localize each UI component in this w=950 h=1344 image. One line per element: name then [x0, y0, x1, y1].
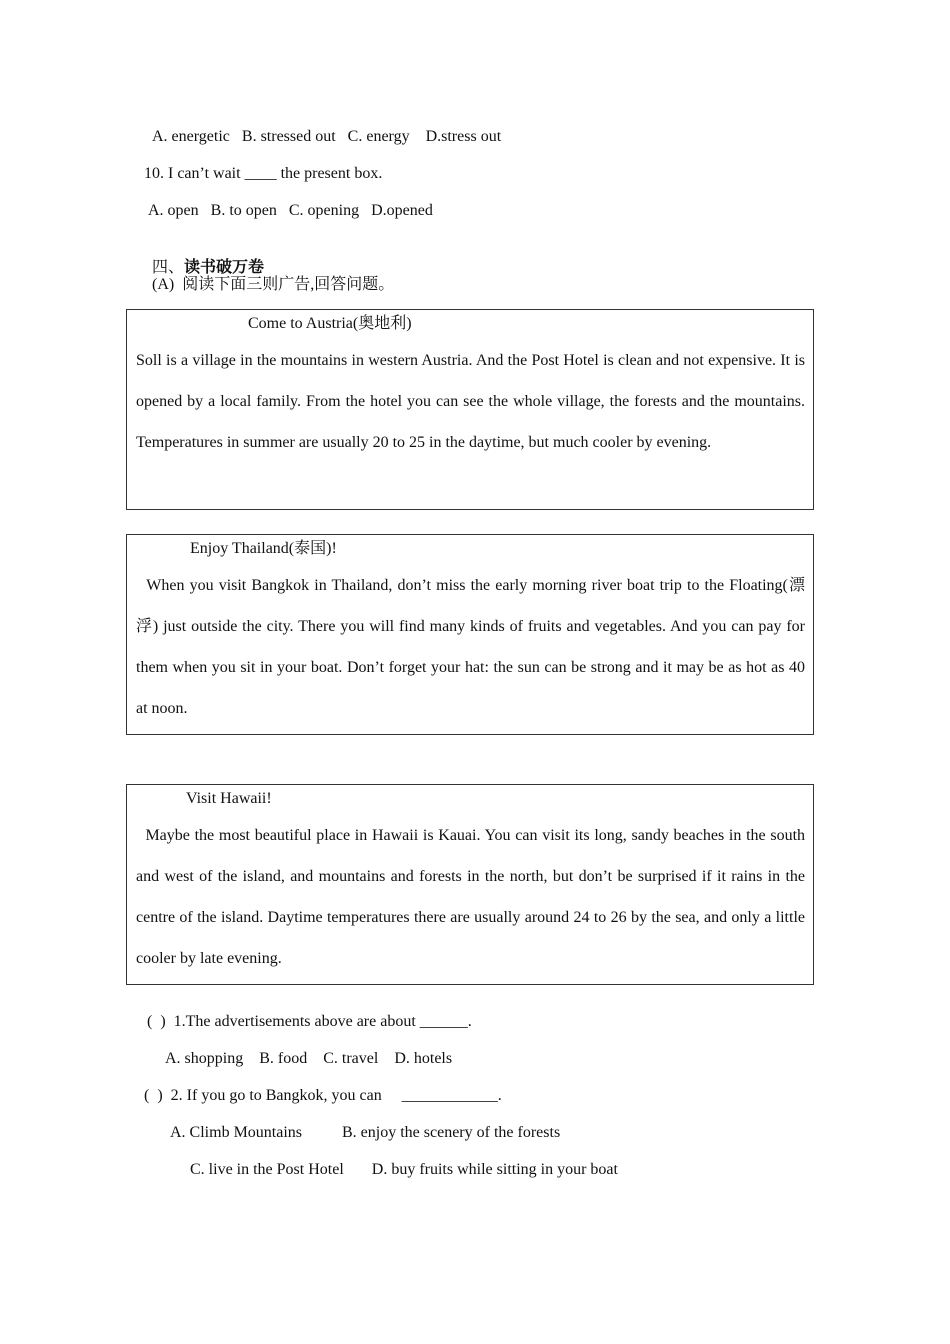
- question-2-stem: ( ) 2. If you go to Bangkok, you can ____________.: [144, 1087, 502, 1104]
- ad-box-thailand: [126, 534, 814, 735]
- ad-box-hawaii: [126, 784, 814, 985]
- question-2-options-line1: A. Climb Mountains B. enjoy the scenery of the forests: [170, 1124, 561, 1141]
- section-title: 读书破万卷: [184, 259, 265, 276]
- ad-title: Come to Austria(奥地利): [248, 315, 412, 332]
- ad-body: When you visit Bangkok in Thailand, don’t miss the early morning river boat trip to the Floating(漂浮) just outside the city. There you will find many kinds of fruits and vegetables. And you can pay for them when you sit in your boat. Don’t forget your hat: the sun can be strong and it may be as hot as 40 at noon.: [136, 577, 809, 717]
- reading-instruction: (A) 阅读下面三则广告,回答问题。: [152, 276, 395, 293]
- ad-title: Visit Hawaii!: [186, 790, 272, 807]
- section-heading: [144, 238, 264, 278]
- question-1-stem: ( ) 1.The advertisements above are about ______.: [147, 1013, 472, 1030]
- q10-question: 10. I can’t wait ____ the present box.: [144, 165, 383, 182]
- section-number: 四、: [152, 259, 185, 276]
- question-2-options-line2: C. live in the Post Hotel D. buy fruits while sitting in your boat: [190, 1161, 618, 1178]
- q10-options: A. open B. to open C. opening D.opened: [148, 202, 433, 219]
- question-1-options: A. shopping B. food C. travel D. hotels: [165, 1050, 453, 1067]
- q9-options: A. energetic B. stressed out C. energy D.stress out: [152, 128, 502, 145]
- ad-title: Enjoy Thailand(泰国)!: [190, 540, 337, 557]
- ad-box-austria: [126, 309, 814, 510]
- ad-body: Maybe the most beautiful place in Hawaii is Kauai. You can visit its long, sandy beaches in the south and west of the island, and mountains and forests in the north, but don’t be surprised if it rains in the centre of the island. Daytime temperatures there are usually around 24 to 26 by the sea, and only a little cooler by late evening.: [136, 827, 810, 967]
- ad-body: Soll is a village in the mountains in western Austria. And the Post Hotel is clean and not expensive. It is opened by a local family. From the hotel you can see the whole village, the forests and the mountains. Temperatures in summer are usually 20 to 25 in the daytime, but much cooler by evening.: [136, 352, 805, 451]
